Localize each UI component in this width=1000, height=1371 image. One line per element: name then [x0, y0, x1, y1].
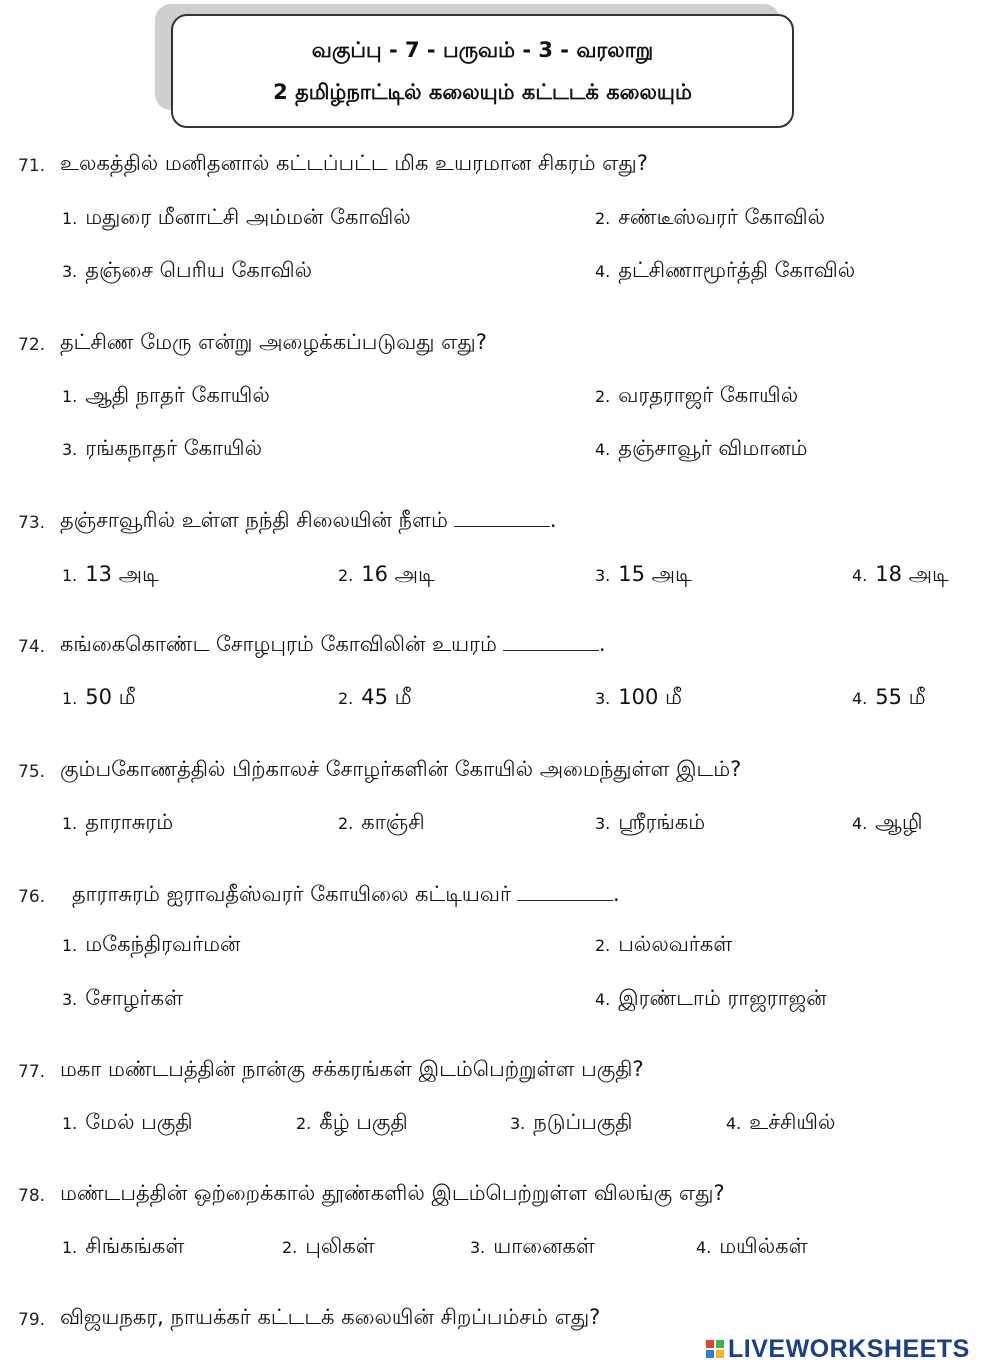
answer-blank[interactable]	[454, 508, 550, 527]
option[interactable]	[595, 685, 682, 712]
option-number: 3.	[595, 566, 611, 585]
option-number: 4.	[595, 262, 611, 281]
option-text: தஞ்சாவூர் விமானம்	[618, 436, 808, 460]
question-text: மண்டபத்தின் ஒற்றைக்கால் தூண்களில் இடம்பெற்றுள்ள விலங்கு எது?	[60, 1181, 725, 1205]
option-text: 15 அடி	[618, 562, 692, 586]
option[interactable]	[595, 986, 827, 1013]
option[interactable]	[595, 932, 732, 959]
option-text: ஆழி	[875, 810, 923, 834]
option-text: கீழ் பகுதி	[319, 1110, 408, 1134]
option-text: தாராசுரம்	[85, 810, 174, 834]
option[interactable]	[62, 810, 173, 837]
option-text: உச்சியில்	[749, 1110, 836, 1134]
option-number: 1.	[62, 387, 78, 406]
option-text: 100 மீ	[618, 685, 682, 709]
question-text: கும்பகோணத்தில் பிற்காலச் சோழர்களின் கோயில் அமைந்துள்ள இடம்?	[60, 757, 742, 781]
option-text: மகேந்திரவர்மன்	[85, 932, 241, 956]
option-text: 16 அடி	[361, 562, 435, 586]
option-text: 13 அடி	[85, 562, 159, 586]
option[interactable]	[62, 986, 183, 1013]
option-number: 3.	[62, 440, 78, 459]
question-number: 75.	[18, 762, 46, 782]
logo-square-green	[716, 1340, 724, 1348]
option-text: நடுப்பகுதி	[533, 1110, 633, 1134]
option[interactable]	[726, 1110, 835, 1137]
option-text: யானைகள்	[493, 1234, 595, 1258]
option-number: 4.	[726, 1114, 742, 1133]
answer-blank[interactable]	[517, 882, 613, 901]
option[interactable]	[595, 205, 825, 232]
option-text: பல்லவர்கள்	[618, 932, 733, 956]
option[interactable]	[62, 1234, 184, 1261]
lesson-title: 2 தமிழ்நாட்டில் கலையும் கட்டடக் கலையும்	[273, 80, 692, 104]
liveworksheets-logo	[706, 1334, 970, 1364]
option-number: 1.	[62, 209, 78, 228]
option-number: 2.	[296, 1114, 312, 1133]
option[interactable]	[62, 932, 240, 959]
option[interactable]	[595, 258, 855, 285]
option-text: சண்டீஸ்வரர் கோவில்	[618, 205, 826, 229]
option[interactable]	[62, 436, 262, 463]
question-text-content: தஞ்சாவூரில் உள்ள நந்தி சிலையின் நீளம்	[60, 508, 448, 532]
option[interactable]	[595, 810, 705, 837]
option-number: 1.	[62, 689, 78, 708]
option[interactable]	[595, 436, 807, 463]
option[interactable]	[852, 562, 949, 589]
option[interactable]	[282, 1234, 375, 1261]
option-number: 3.	[62, 262, 78, 281]
option-number: 3.	[595, 689, 611, 708]
option-text: இரண்டாம் ராஜராஜன்	[618, 986, 827, 1010]
question-text	[72, 882, 620, 909]
answer-blank[interactable]	[503, 632, 599, 651]
option-number: 4.	[852, 689, 868, 708]
option-text: சிங்கங்கள்	[85, 1234, 185, 1258]
option-number: 2.	[338, 566, 354, 585]
option-text: 45 மீ	[361, 685, 412, 709]
option-text: 50 மீ	[85, 685, 136, 709]
question-text: தட்சிண மேரு என்று அழைக்கப்படுவது எது?	[60, 330, 487, 354]
option-number: 2.	[338, 814, 354, 833]
logo-square-red	[706, 1340, 714, 1348]
question-text	[60, 632, 606, 659]
question-text	[60, 508, 557, 535]
option[interactable]	[510, 1110, 632, 1137]
option-text: தட்சிணாமூர்த்தி கோவில்	[618, 258, 856, 282]
option[interactable]	[62, 258, 312, 285]
blank-period: .	[549, 508, 557, 532]
option-number: 4.	[595, 990, 611, 1009]
option[interactable]	[62, 383, 270, 410]
blank-period: .	[612, 882, 620, 906]
option-number: 1.	[62, 936, 78, 955]
option[interactable]	[595, 562, 692, 589]
option-number: 1.	[62, 814, 78, 833]
option-number: 1.	[62, 1114, 78, 1133]
logo-square-blue	[706, 1350, 714, 1358]
option-number: 3.	[595, 814, 611, 833]
option[interactable]	[296, 1110, 408, 1137]
question-text: உலகத்தில் மனிதனால் கட்டப்பட்ட மிக உயரமான சிகரம் எது?	[60, 151, 648, 175]
option[interactable]	[696, 1234, 808, 1261]
option-number: 1.	[62, 566, 78, 585]
option[interactable]	[338, 685, 412, 712]
blank-period: .	[598, 632, 606, 656]
option[interactable]	[595, 383, 798, 410]
option-text: காஞ்சி	[361, 810, 425, 834]
option-text: புலிகள்	[305, 1234, 375, 1258]
option-number: 3.	[470, 1238, 486, 1257]
option[interactable]	[338, 810, 425, 837]
option-text: தஞ்சை பெரிய கோவில்	[85, 258, 313, 282]
option-number: 2.	[595, 936, 611, 955]
logo-square-yellow	[716, 1350, 724, 1358]
option-text: வரதராஜர் கோயில்	[618, 383, 799, 407]
question-text: மகா மண்டபத்தின் நான்கு சக்கரங்கள் இடம்பெற்றுள்ள பகுதி?	[60, 1057, 644, 1081]
option[interactable]	[470, 1234, 595, 1261]
option-text: மேல் பகுதி	[85, 1110, 193, 1134]
option[interactable]	[62, 205, 411, 232]
option-number: 3.	[510, 1114, 526, 1133]
option-number: 2.	[338, 689, 354, 708]
logo-text: LIVEWORKSHEETS	[728, 1334, 970, 1363]
option-number: 4.	[852, 814, 868, 833]
option-text: ரங்கநாதர் கோயில்	[85, 436, 263, 460]
worksheet-header	[171, 14, 794, 128]
question-text-content: கங்கைகொண்ட சோழபுரம் கோவிலின் உயரம்	[60, 632, 497, 656]
liveworksheets-logo-icon	[706, 1340, 724, 1358]
option[interactable]	[852, 810, 923, 837]
option-number: 4.	[595, 440, 611, 459]
option-number: 4.	[696, 1238, 712, 1257]
question-number: 79.	[18, 1310, 46, 1330]
question-number: 74.	[18, 637, 46, 657]
option-number: 4.	[852, 566, 868, 585]
option[interactable]	[338, 562, 435, 589]
option[interactable]	[62, 562, 159, 589]
option-text: ஆதி நாதர் கோயில்	[85, 383, 270, 407]
option-number: 1.	[62, 1238, 78, 1257]
option-number: 3.	[62, 990, 78, 1009]
question-number: 76.	[18, 887, 46, 907]
option-text: மயில்கள்	[719, 1234, 808, 1258]
option[interactable]	[852, 685, 926, 712]
question-number: 78.	[18, 1186, 46, 1206]
question-number: 77.	[18, 1062, 46, 1082]
option-number: 2.	[282, 1238, 298, 1257]
option-text: சோழர்கள்	[85, 986, 184, 1010]
question-number: 72.	[18, 335, 46, 355]
option-number: 2.	[595, 387, 611, 406]
class-term-subject: வகுப்பு - 7 - பருவம் - 3 - வரலாறு	[311, 38, 654, 62]
option-text: 18 அடி	[875, 562, 949, 586]
option[interactable]	[62, 685, 136, 712]
question-text-content: தாராசுரம் ஐராவதீஸ்வரர் கோயிலை கட்டியவர்	[72, 882, 511, 906]
option[interactable]	[62, 1110, 193, 1137]
option-text: 55 மீ	[875, 685, 926, 709]
question-text: விஜயநகர, நாயக்கர் கட்டடக் கலையின் சிறப்பம்சம் எது?	[60, 1305, 601, 1329]
question-number: 73.	[18, 513, 46, 533]
option-text: மதுரை மீனாட்சி அம்மன் கோவில்	[85, 205, 411, 229]
option-text: ஸ்ரீரங்கம்	[618, 810, 706, 834]
option-number: 2.	[595, 209, 611, 228]
question-number: 71.	[18, 156, 46, 176]
